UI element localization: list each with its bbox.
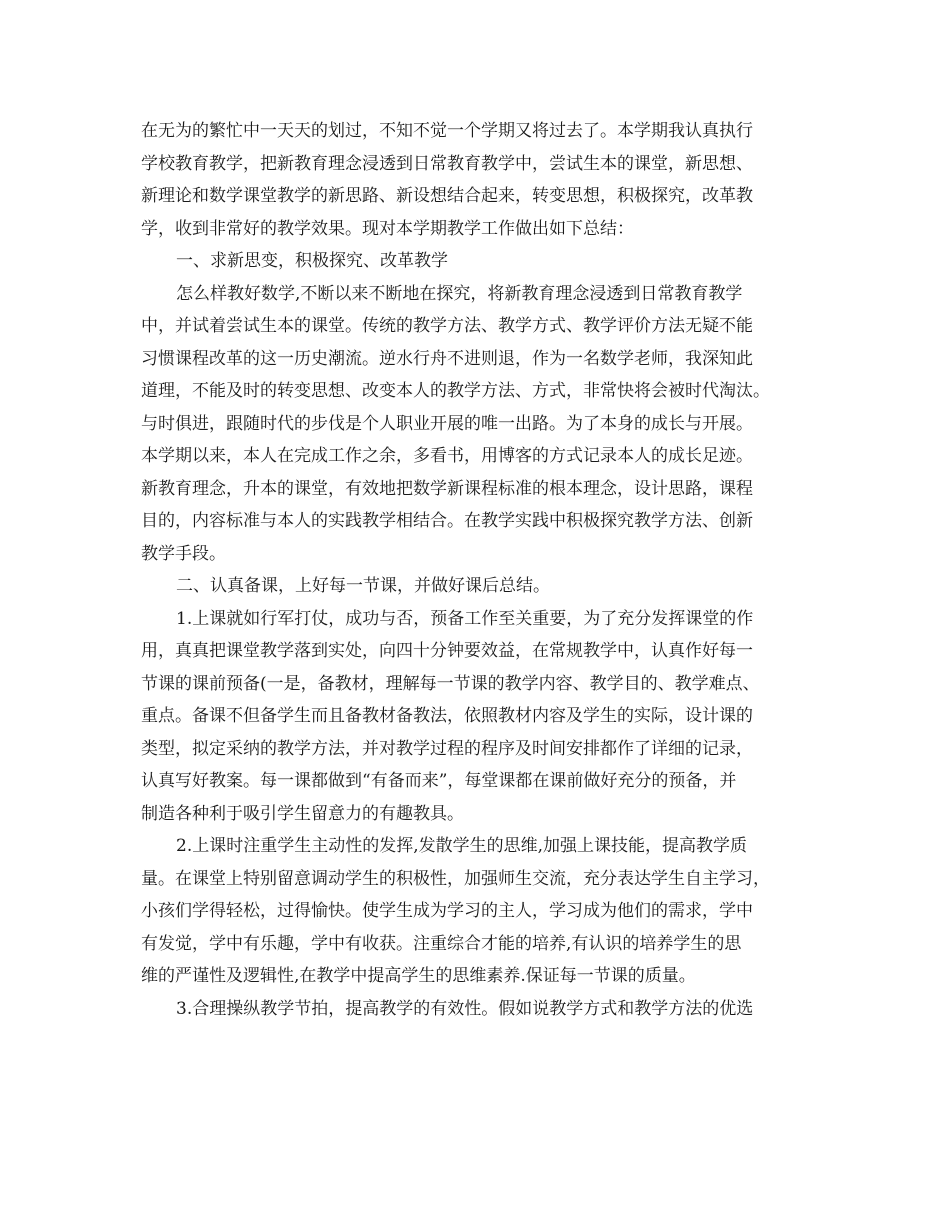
text-line: 认真写好教案。每一课都做到“有备而来”，每堂课都在课前做好充分的预备，并	[141, 771, 737, 791]
text-line: 制造各种利于吸引学生留意力的有趣教具。	[141, 803, 464, 824]
text-line: 怎么样教好数学,不断以来不断地在探究，将新教育理念浸透到日常教育教学	[176, 283, 743, 304]
text-line: 教学手段。	[141, 543, 226, 564]
text-line: 2.上课时注重学生主动性的发挥,发散学生的思维,加强上课技能，提高教学质	[176, 836, 748, 856]
text-line: 用，真真把课堂教学落到实处，向四十分钟要效益，在常规教学中，认真作好每一	[141, 641, 753, 661]
text-line: 量。在课堂上特别留意调动学生的积极性，加强师生交流，充分表达学生自主学习，	[141, 868, 770, 889]
text-line: 本学期以来，本人在完成工作之余，多看书，用博客的方式记录本人的成长足迹。	[141, 446, 753, 466]
text-line: 道理，不能及时的转变思想、改变本人的教学方法、方式，非常快将会被时代淘汰。	[141, 381, 770, 401]
section-heading-2	[141, 570, 821, 603]
text-line: 与时俱进，跟随时代的步伐是个人职业开展的唯一出路。为了本身的成长与开展。	[141, 413, 753, 434]
text-line: 中，并试着尝试生本的课堂。传统的教学方法、教学方式、教学评价方法无疑不能	[141, 316, 753, 336]
heading-line: 二、认真备课，上好每一节课，并做好课后总结。	[176, 576, 550, 596]
point-3-paragraph	[141, 993, 821, 1026]
text-line: 类型，拟定采纳的教学方法，并对教学过程的程序及时间安排都作了详细的记录，	[141, 738, 753, 759]
text-line: 学校教育教学，把新教育理念浸透到日常教育教学中，尝试生本的课堂，新思想、	[141, 153, 753, 174]
text-line: 在无为的繁忙中一天天的划过，不知不觉一个学期又将过去了。本学期我认真执行	[141, 121, 753, 141]
text-line: 目的，内容标准与本人的实践教学相结合。在教学实践中积极探究教学方法、创新	[141, 511, 753, 531]
text-line: 小孩们学得轻松，过得愉快。使学生成为学习的主人，学习成为他们的需求，学中	[141, 901, 753, 921]
section-1-paragraph	[141, 278, 821, 571]
intro-paragraph	[141, 115, 821, 245]
text-line: 新理论和数学课堂教学的新思路、新设想结合起来，转变思想，积极探究，改革教	[141, 186, 753, 206]
text-line: 3.合理操纵教学节拍，提高教学的有效性。假如说教学方式和教学方法的优选	[176, 998, 754, 1019]
text-line: 习惯课程改革的这一历史潮流。逆水行舟不进则退，作为一名数学老师，我深知此	[141, 348, 753, 369]
text-line: 1.上课就如行军打仗，成功与否，预备工作至关重要，为了充分发挥课堂的作	[176, 608, 754, 629]
text-line: 重点。备课不但备学生而且备教材备教法，依照教材内容及学生的实际，设计课的	[141, 706, 753, 726]
text-line: 节课的课前预备(一是，备教材，理解每一节课的教学内容、教学目的、教学难点、	[141, 673, 760, 694]
text-line: 维的严谨性及逻辑性,在教学中提高学生的思维素养.保证每一节课的质量。	[141, 966, 696, 986]
text-line: 有发觉，学中有乐趣，学中有收获。注重综合才能的培养,有认识的培养学生的思	[141, 933, 742, 954]
text-line: 学，收到非常好的教学效果。现对本学期教学工作做出如下总结：	[141, 218, 634, 239]
document-body	[141, 115, 821, 1025]
section-heading-1	[141, 245, 821, 278]
point-2-paragraph	[141, 830, 821, 993]
text-line: 新教育理念，升本的课堂，有效地把数学新课程标准的根本理念，设计思路，课程	[141, 478, 753, 499]
point-1-paragraph	[141, 603, 821, 831]
heading-line: 一、求新思变，积极探究、改革教学	[176, 251, 448, 271]
